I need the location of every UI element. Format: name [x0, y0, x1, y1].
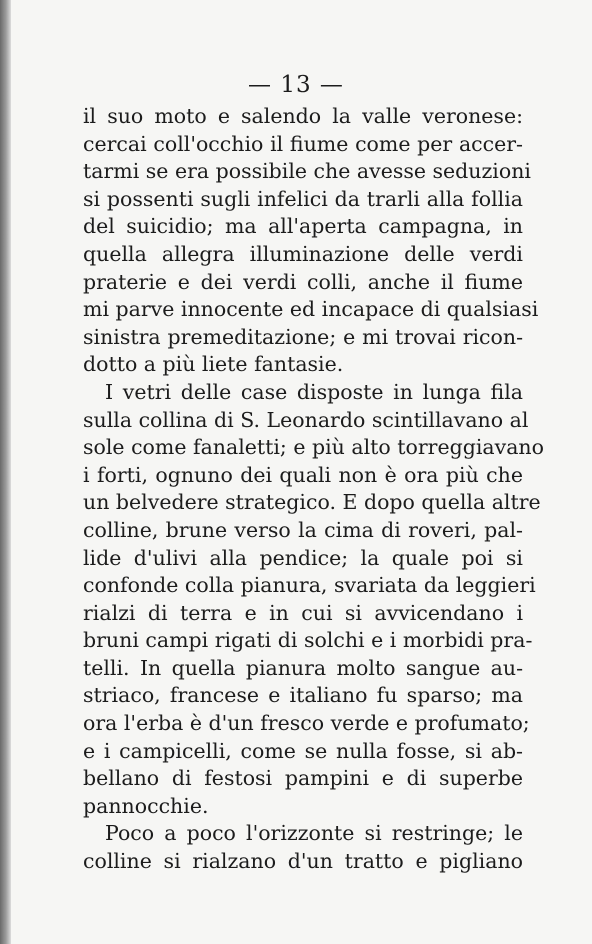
text-line: il suo moto e salendo la valle veronese: — [83, 104, 523, 128]
text-line: colline, brune verso la cima di roveri, pal- — [83, 517, 523, 542]
text-line: quella allegra illuminazione delle verdi — [83, 241, 523, 266]
paragraph-start-line: Poco a poco l'orizzonte si restringe; le — [105, 821, 523, 846]
page-edge-shadow — [0, 0, 11, 944]
text-line: un belvedere strategico. E dopo quella altre — [83, 490, 541, 515]
text-line: cercai coll'occhio il fiume come per accer- — [83, 131, 523, 156]
text-line: telli. In quella pianura molto sangue au- — [83, 655, 523, 680]
text-line: del suicidio; ma all'aperta campagna, in — [83, 214, 523, 239]
text-line: lide d'ulivi alla pendice; la quale poi si — [83, 545, 523, 570]
paragraph-end-line: dotto a più liete fantasie. — [83, 352, 344, 377]
text-line: colline si rialzano d'un tratto e pigliano — [83, 849, 523, 874]
page-body-text — [83, 103, 544, 876]
text-line: i forti, ognuno dei quali non è ora più che — [83, 462, 523, 487]
text-line: si possenti sugli infelici da trarli alla follia — [83, 186, 523, 211]
text-line: bruni campi rigati di solchi e i morbidi pra- — [83, 628, 533, 653]
text-line: confonde colla pianura, svariata da leggieri — [83, 573, 536, 598]
text-line: sinistra premeditazione; e mi trovai ricon- — [83, 324, 523, 349]
text-line: ora l'erba è d'un fresco verde e profumato; — [83, 711, 530, 736]
page-number: — 13 — — [248, 72, 344, 98]
text-line: sole come fanaletti; e più alto torreggiavano — [83, 435, 544, 460]
text-line: praterie e dei verdi colli, anche il fiume — [83, 269, 523, 294]
text-line: tarmi se era possibile che avesse seduzioni — [83, 159, 531, 184]
text-line: rialzi di terra e in cui si avvicendano i — [83, 600, 523, 625]
paragraph-start-line: I vetri delle case disposte in lunga fila — [105, 379, 523, 404]
text-line: e i campicelli, come se nulla fosse, si ab- — [83, 738, 523, 763]
text-line: bellano di festosi pampini e di superbe — [83, 766, 523, 791]
text-line: mi parve innocente ed incapace di qualsiasi — [83, 297, 539, 322]
text-line: sulla collina di S. Leonardo scintillavano al — [83, 407, 529, 432]
text-line: striaco, francese e italiano fu sparso; ma — [83, 683, 523, 708]
paragraph-end-line: pannocchie. — [83, 793, 209, 818]
